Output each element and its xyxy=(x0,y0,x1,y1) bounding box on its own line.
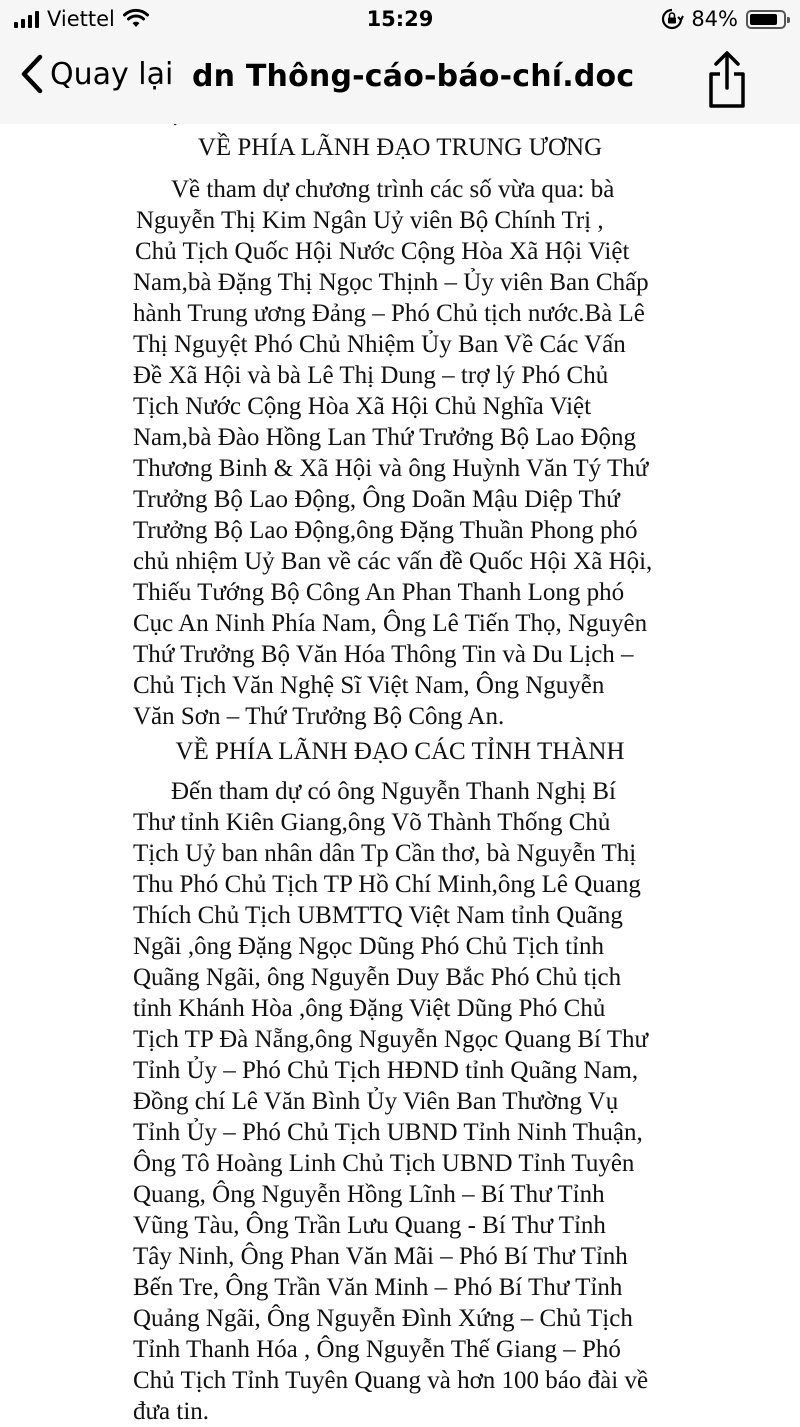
text-line: Thích Chủ Tịch UBMTTQ Việt Nam tỉnh Quãng xyxy=(133,902,623,929)
top-bar xyxy=(0,0,800,124)
text-line: Tịch Nước Cộng Hòa Xã Hội Chủ Nghĩa Việt xyxy=(133,393,592,420)
text-line: Trưởng Bộ Lao Động,ông Đặng Thuần Phong phó xyxy=(133,517,638,544)
text-line: Đề Xã Hội và bà Lê Thị Dung – trợ lý Phó Chủ xyxy=(133,362,609,389)
text-line: Cục An Ninh Phía Nam, Ông Lê Tiến Thọ, Nguyên xyxy=(133,610,648,637)
text-line: Tịch TP Đà Nẵng,ông Nguyễn Ngọc Quang Bí Thư xyxy=(133,1026,649,1053)
text-line: Thương Binh & Xã Hội và ông Huỳnh Văn Tý Thứ xyxy=(133,455,649,482)
text-line: Thiếu Tướng Bộ Công An Phan Thanh Long phó xyxy=(133,579,625,606)
document-title: dn Thông-cáo-báo-chí.doc xyxy=(192,59,635,94)
text-line: Đồng chí Lê Văn Bình Ủy Viên Ban Thường Vụ xyxy=(133,1088,619,1115)
text-line: Vũng Tàu, Ông Trần Lưu Quang - Bí Thư Tỉnh xyxy=(133,1212,606,1239)
rotation-lock-icon xyxy=(661,8,683,30)
share-button[interactable] xyxy=(702,50,752,116)
document-viewer[interactable] xyxy=(0,120,800,1425)
navigation-bar xyxy=(0,44,800,122)
section-heading-provincial: VỀ PHÍA LÃNH ĐẠO CÁC TỈNH THÀNH xyxy=(175,738,625,765)
text-line: tỉnh Khánh Hòa ,ông Đặng Việt Dũng Phó Chủ xyxy=(133,995,606,1022)
text-line: Tỉnh Ủy – Phó Chủ Tịch HĐND tỉnh Quãng Nam, xyxy=(133,1057,639,1084)
text-line: Quãng Ngãi, ông Nguyễn Duy Bắc Phó Chủ tịch xyxy=(133,964,622,991)
back-label: Quay lại xyxy=(50,56,174,92)
text-line: Nguyễn Thị Kim Ngân Uỷ viên Bộ Chính Trị , xyxy=(136,207,604,234)
share-icon xyxy=(702,50,752,112)
text-line: Nam,bà Đặng Thị Ngọc Thịnh – Ủy viên Ban Chấp xyxy=(133,269,649,296)
text-line: đưa tin. xyxy=(133,1398,210,1425)
text-line: Trưởng Bộ Lao Động, Ông Doãn Mậu Diệp Thứ xyxy=(133,486,620,513)
paragraph-provincial-leaders xyxy=(133,776,800,1427)
text-line: Chủ Tịch Quốc Hội Nước Cộng Hòa Xã Hội Việt xyxy=(135,238,630,265)
paragraph-central-leaders xyxy=(133,174,800,732)
text-line: Tỉnh Thanh Hóa , Ông Nguyễn Thế Giang – Phó xyxy=(133,1336,621,1363)
text-line: Quảng Ngãi, Ông Nguyễn Đình Xứng – Chủ Tịch xyxy=(133,1305,633,1332)
chevron-left-icon xyxy=(20,54,44,94)
text-line: Chủ Tịch Văn Nghệ Sĩ Việt Nam, Ông Nguyễn xyxy=(133,672,605,699)
battery-percent: 84% xyxy=(691,7,738,31)
text-line: hành Trung ương Đảng – Phó Chủ tịch nước.Bà Lê xyxy=(133,300,645,327)
text-line: chủ nhiệm Uỷ Ban về các vấn đề Quốc Hội Xã Hội, xyxy=(133,548,653,575)
text-line: Thị Nguyệt Phó Chủ Nhiệm Ủy Ban Về Các Vấn xyxy=(133,331,626,358)
back-button[interactable] xyxy=(20,54,173,94)
text-line: Ngãi ,ông Đặng Ngọc Dũng Phó Chủ Tịch tỉnh xyxy=(133,933,605,960)
text-line: Nam,bà Đào Hồng Lan Thứ Trưởng Bộ Lao Động xyxy=(133,424,637,451)
battery-icon xyxy=(746,10,786,29)
text-line: Thư tỉnh Kiên Giang,ông Võ Thành Thống Chủ xyxy=(133,809,611,836)
text-line: Tỉnh Ủy – Phó Chủ Tịch UBND Tỉnh Ninh Thuận, xyxy=(133,1119,643,1146)
carrier-label: Viettel xyxy=(47,7,115,31)
text-line: Đến tham dự có ông Nguyễn Thanh Nghị Bí xyxy=(171,778,616,805)
text-line: Tây Ninh, Ông Phan Văn Mãi – Phó Bí Thư Tỉnh xyxy=(133,1243,628,1270)
text-line: Ông Tô Hoàng Linh Chủ Tịch UBND Tỉnh Tuyên xyxy=(133,1150,635,1177)
text-line: Văn Sơn – Thứ Trưởng Bộ Công An. xyxy=(133,703,505,730)
text-line: Bến Tre, Ông Trần Văn Minh – Phó Bí Thư Tỉnh xyxy=(133,1274,623,1301)
status-time: 15:29 xyxy=(366,7,434,31)
text-line: Thu Phó Chủ Tịch TP Hồ Chí Minh,ông Lê Quang xyxy=(133,871,641,898)
section-heading-central: VỀ PHÍA LÃNH ĐẠO TRUNG ƯƠNG xyxy=(197,134,603,161)
text-line: Về tham dự chương trình các số vừa qua: bà xyxy=(171,176,615,203)
text-line: Tịch Uỷ ban nhân dân Tp Cần thơ, bà Nguyễn Thị xyxy=(133,840,637,867)
text-line: Chủ Tịch Tỉnh Tuyên Quang và hơn 100 báo đài về xyxy=(133,1367,649,1394)
text-line: Thứ Trưởng Bộ Văn Hóa Thông Tin và Du Lịch – xyxy=(133,641,634,668)
status-bar xyxy=(0,0,800,40)
text-line: Quang, Ông Nguyễn Hồng Lĩnh – Bí Thư Tỉnh xyxy=(133,1181,605,1208)
